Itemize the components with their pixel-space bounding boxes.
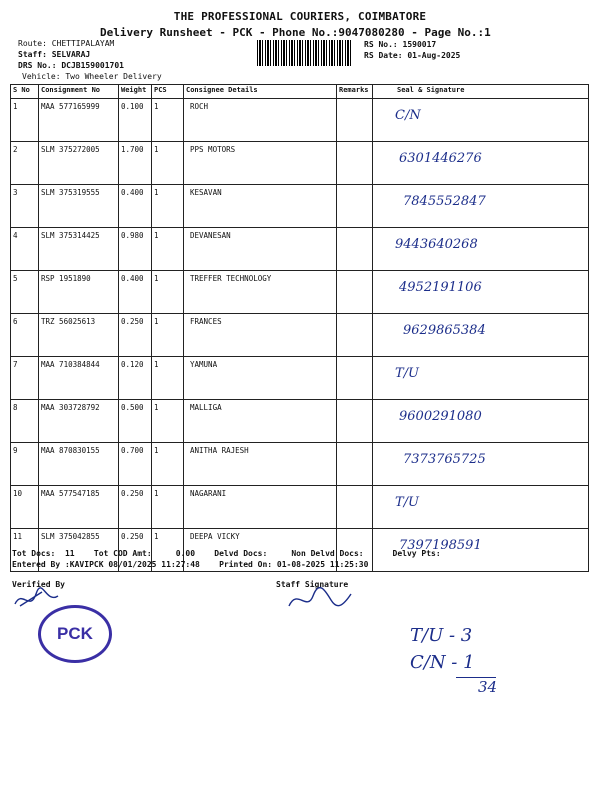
row-consignee: MALLIGA: [184, 400, 337, 443]
row-pcs: 1: [152, 142, 184, 185]
table-row: [11, 99, 589, 142]
pck-stamp: PCK: [38, 605, 112, 663]
row-consignee: PPS MOTORS: [184, 142, 337, 185]
row-consignee: ROCH: [184, 99, 337, 142]
row-weight: 0.250: [119, 314, 152, 357]
handwritten-note: 9600291080: [399, 409, 482, 424]
row-pcs: 1: [152, 228, 184, 271]
tally-cn: C/N - 1: [410, 652, 475, 673]
row-signature: [373, 142, 589, 185]
col-signature: Seal & Signature: [373, 85, 589, 99]
row-sno: 6: [11, 314, 39, 357]
table-row: [11, 142, 589, 185]
row-consignment: TRZ 56025613: [39, 314, 119, 357]
table-row: [11, 185, 589, 228]
handwritten-note: C/N: [395, 108, 421, 123]
row-sno: 8: [11, 400, 39, 443]
row-weight: 0.100: [119, 99, 152, 142]
row-sno: 2: [11, 142, 39, 185]
row-consignee: DEVANESAN: [184, 228, 337, 271]
tally-total: 34: [478, 678, 498, 696]
row-consignee: NAGARANI: [184, 486, 337, 529]
row-pcs: 1: [152, 443, 184, 486]
row-sno: 10: [11, 486, 39, 529]
row-consignee: YAMUNA: [184, 357, 337, 400]
row-signature: [373, 357, 589, 400]
col-sno: S No: [11, 85, 39, 99]
row-sno: 1: [11, 99, 39, 142]
row-consignment: SLM 375314425: [39, 228, 119, 271]
row-signature: [373, 271, 589, 314]
row-pcs: 1: [152, 486, 184, 529]
row-consignee: TREFFER TECHNOLOGY: [184, 271, 337, 314]
table-row: [11, 486, 589, 529]
table-row: [11, 228, 589, 271]
row-consignment: MAA 710384844: [39, 357, 119, 400]
col-pcs: PCS: [152, 85, 184, 99]
table-row: [11, 357, 589, 400]
verifier-signature: [12, 586, 62, 612]
handwritten-note: 7373765725: [403, 452, 486, 467]
handwritten-note: T/U: [395, 366, 420, 381]
row-consignment: SLM 375272005: [39, 142, 119, 185]
row-remarks: [337, 271, 373, 314]
entered-by-line: Entered By :KAVIPCK 08/01/2025 11:27:48 Printed On: 01-08-2025 11:25:30: [12, 560, 369, 569]
row-consignee: ANITHA RAJESH: [184, 443, 337, 486]
row-weight: 0.250: [119, 486, 152, 529]
row-consignment: MAA 303728792: [39, 400, 119, 443]
row-pcs: 1: [152, 314, 184, 357]
row-signature: [373, 443, 589, 486]
handwritten-note: 9629865384: [403, 323, 486, 338]
runsheet-table: [10, 84, 589, 572]
row-remarks: [337, 443, 373, 486]
row-sno: 7: [11, 357, 39, 400]
handwritten-note: 7845552847: [403, 194, 486, 209]
row-weight: 0.700: [119, 443, 152, 486]
row-remarks: [337, 314, 373, 357]
row-pcs: 1: [152, 529, 184, 572]
vehicle-label: Vehicle: Two Wheeler Delivery: [22, 72, 162, 81]
row-sno: 11: [11, 529, 39, 572]
table-header-row: [11, 85, 589, 99]
row-remarks: [337, 400, 373, 443]
row-consignment: MAA 577547185: [39, 486, 119, 529]
row-consignee: FRANCES: [184, 314, 337, 357]
handwritten-note: 4952191106: [399, 280, 482, 295]
table-row: [11, 314, 589, 357]
route-label: Route: CHETTIPALAYAM: [18, 39, 115, 48]
drs-number: DRS No.: DCJB159001701: [18, 61, 124, 70]
handwritten-note: 6301446276: [399, 151, 482, 166]
row-signature: [373, 400, 589, 443]
col-consignment: Consignment No: [39, 85, 119, 99]
row-pcs: 1: [152, 271, 184, 314]
row-consignment: SLM 375042855: [39, 529, 119, 572]
handwritten-note: 9443640268: [395, 237, 478, 252]
row-consignee: DEEPA VICKY: [184, 529, 337, 572]
row-sno: 5: [11, 271, 39, 314]
row-pcs: 1: [152, 357, 184, 400]
row-signature: [373, 99, 589, 142]
row-remarks: [337, 486, 373, 529]
rs-date: RS Date: 01-Aug-2025: [364, 51, 461, 60]
staff-signature-label: Staff Signature: [276, 580, 349, 589]
row-weight: 0.120: [119, 357, 152, 400]
row-weight: 0.400: [119, 271, 152, 314]
col-weight: Weight: [119, 85, 152, 99]
col-consignee: Consignee Details: [184, 85, 337, 99]
row-signature: [373, 314, 589, 357]
totals-line: Tot Docs: 11 Tot COD Amt: 0.00 Delvd Docs: Non Delvd Docs: Delvy Pts:: [12, 549, 441, 558]
verified-by-label: Verified By: [12, 580, 65, 589]
row-sno: 4: [11, 228, 39, 271]
col-remarks: Remarks: [337, 85, 373, 99]
company-title: THE PROFESSIONAL COURIERS, COIMBATORE: [173, 10, 427, 23]
row-consignment: MAA 577165999: [39, 99, 119, 142]
staff-label: Staff: SELVARAJ: [18, 50, 91, 59]
handwritten-note: 7397198591: [399, 538, 482, 553]
row-remarks: [337, 185, 373, 228]
row-weight: 0.980: [119, 228, 152, 271]
row-remarks: [337, 142, 373, 185]
row-signature: [373, 486, 589, 529]
handwritten-note: T/U: [395, 495, 420, 510]
row-pcs: 1: [152, 185, 184, 228]
rs-number: RS No.: 1590017: [364, 40, 437, 49]
row-remarks: [337, 99, 373, 142]
row-consignment: MAA 870830155: [39, 443, 119, 486]
row-weight: 0.250: [119, 529, 152, 572]
table-row: [11, 271, 589, 314]
row-signature: [373, 185, 589, 228]
runsheet-subtitle: Delivery Runsheet - PCK - Phone No.:9047080280 - Page No.:1: [100, 26, 491, 39]
barcode-image: [257, 40, 352, 66]
row-consignment: SLM 375319555: [39, 185, 119, 228]
row-pcs: 1: [152, 400, 184, 443]
row-weight: 0.400: [119, 185, 152, 228]
tally-tu: T/U - 3: [410, 625, 473, 646]
row-consignee: KESAVAN: [184, 185, 337, 228]
row-signature: [373, 228, 589, 271]
row-pcs: 1: [152, 99, 184, 142]
row-weight: 0.500: [119, 400, 152, 443]
table-row: [11, 400, 589, 443]
row-remarks: [337, 357, 373, 400]
staff-signature: [285, 586, 355, 614]
table-row: [11, 443, 589, 486]
row-remarks: [337, 228, 373, 271]
row-sno: 3: [11, 185, 39, 228]
row-consignment: RSP 1951890: [39, 271, 119, 314]
row-sno: 9: [11, 443, 39, 486]
row-weight: 1.700: [119, 142, 152, 185]
